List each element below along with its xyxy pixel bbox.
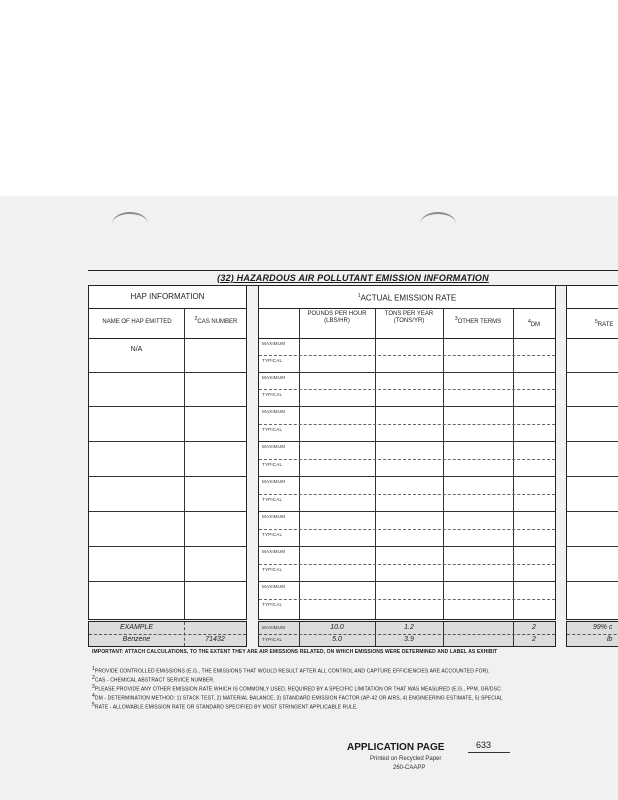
example-label: EXAMPLE [119,624,154,631]
row-label-typ: TYPICAL [262,392,283,397]
important-note: IMPORTANT: ATTACH CALCULATIONS, TO THE EXTENT THEY ARE AIR EMISSIONS RELATED, ON WHICH EMISSIONS WERE DETERMINED AND LABEL AS EXHIBIT [92,649,498,655]
hole-punch-right [420,212,456,236]
hap-section-header: HAP INFORMATION [130,292,205,301]
row-label-typ: TYPICAL [262,427,283,432]
example-max-tons: 1.2 [404,624,414,631]
footnote-1: 1PROVIDE CONTROLLED EMISSIONS (E.G., THE EMISSIONS THAT WOULD RESULT AFTER ALL CONTROL AND CAPTURE EFFICIENCIES ARE ACCOUNTED FOR). [92,666,490,675]
footnote-3: 3PLEASE PROVIDE ANY OTHER EMISSION RATE WHICH IS COMMONLY USED, REQUIRED BY A SPECIFIC LIMITATION OR THAT WAS MEASURED (E.G., PPM, GR/DSC [92,684,501,693]
example-max-lbs: 10.0 [330,624,344,631]
row-label-typ: TYPICAL [262,462,283,467]
row-label-max: MAXIMUM [262,584,286,589]
tons-per-year-header: TONS PER YEAR (TONS/YR) [384,311,434,324]
row-label-typ: TYPICAL [262,497,283,502]
dm-header: $^4$DM [527,319,541,328]
example-max-dm: 2 [532,624,536,631]
example-typ-dm: 2 [532,636,536,643]
rate-section-header: $^1$ACTUAL EMISSION RATE [357,293,457,303]
cas-number-header: $^2$CAS NUMBER [194,316,238,325]
example-row-label-max: MAXIMUM [262,625,286,630]
row-label-max: MAXIMUM [262,409,286,414]
application-page-label: APPLICATION PAGE [347,742,445,753]
example-typ-tons: 3.9 [404,636,414,643]
example-rate-2: lb [607,636,613,643]
form-code: 260-CAAPP [393,765,426,771]
example-rate-1: 99% c [593,624,613,631]
page-number-line [468,752,510,753]
example-cas-number: 71432 [205,636,225,643]
hap-info-table [88,285,247,620]
row-label-typ: TYPICAL [262,358,283,363]
allowable-rate-table [566,285,618,620]
example-row-label-typ: TYPICAL [262,637,283,642]
lbs-per-hour-header: POUNDS PER HOUR (LBS/HR) [307,311,367,324]
emission-rate-table [258,285,556,620]
other-terms-header: $^3$OTHER TERMS [454,316,502,325]
printed-on-recycled: Printed on Recycled Paper [370,756,442,762]
form-title: (32) HAZARDOUS AIR POLLUTANT EMISSION INFORMATION [88,270,618,286]
row-label-typ: TYPICAL [262,602,283,607]
row-label-max: MAXIMUM [262,549,286,554]
footnote-4: 4DM - DETERMINATION METHOD: 1) STACK TEST, 2) MATERIAL BALANCE, 3) STANDARD EMISSION FACTOR (AP-42 OR AIRS, 4) ENGINEERING ESTIMATE, 5) SPECIAL [92,693,503,702]
example-row-rate-col [566,621,618,647]
footnote-2: 2CAS - CHEMICAL ABSTRACT SERVICE NUMBER. [92,675,215,684]
row-label-max: MAXIMUM [262,444,286,449]
example-row-hap [88,621,247,647]
rate-header: $^5$RATE [595,319,614,328]
row-label-typ: TYPICAL [262,567,283,572]
example-hap-name: Benzene [122,636,151,643]
example-row-rates [258,621,556,647]
row-label-max: MAXIMUM [262,375,286,380]
hole-punch-left [112,212,148,236]
row-label-max: MAXIMUM [262,479,286,484]
page-number: 633 [476,740,492,750]
na-value: N/A [130,346,143,353]
hap-name-header: NAME OF HAP EMITTED [102,319,172,325]
row-label-max: MAXIMUM [262,341,286,346]
footnote-5: 5RATE - ALLOWABLE EMISSION RATE OR STANDARD SPECIFIED BY MOST STRINGENT APPLICABLE RULE. [92,702,358,711]
row-label-max: MAXIMUM [262,514,286,519]
row-label-typ: TYPICAL [262,532,283,537]
example-typ-lbs: 5.0 [332,636,342,643]
